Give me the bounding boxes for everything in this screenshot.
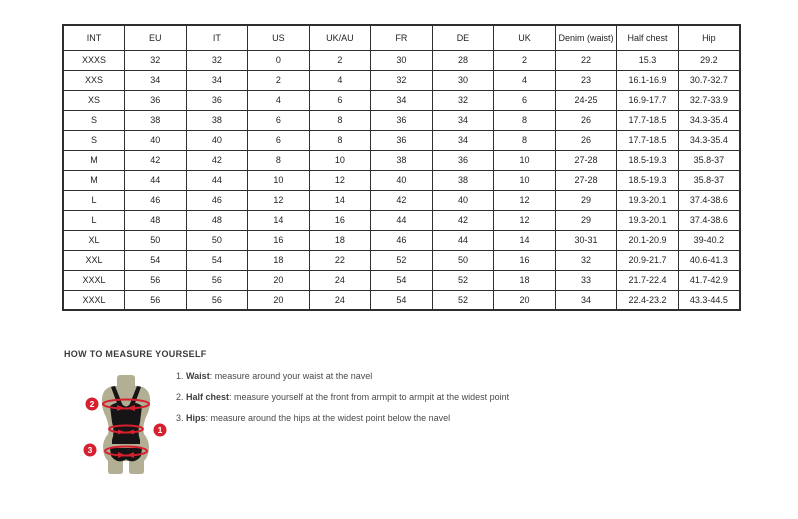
size-cell: 24 xyxy=(309,290,371,310)
size-cell: 56 xyxy=(186,270,248,290)
size-cell: 8 xyxy=(494,110,556,130)
size-cell: 40 xyxy=(432,190,494,210)
size-cell: 12 xyxy=(494,190,556,210)
size-cell: 4 xyxy=(248,90,310,110)
size-chart-table xyxy=(62,24,741,311)
size-cell: 44 xyxy=(186,170,248,190)
size-cell: M xyxy=(63,150,125,170)
size-cell: 29 xyxy=(555,190,617,210)
size-cell: 32 xyxy=(432,90,494,110)
size-cell: 22 xyxy=(555,50,617,70)
size-cell: 16 xyxy=(494,250,556,270)
size-cell: 22.4-23.2 xyxy=(617,290,679,310)
size-cell: 20 xyxy=(248,270,310,290)
size-cell: 36 xyxy=(371,130,433,150)
size-cell: 6 xyxy=(248,130,310,150)
size-cell: 36 xyxy=(432,150,494,170)
size-cell: 15.3 xyxy=(617,50,679,70)
size-row xyxy=(63,130,740,150)
size-cell: 37.4-38.6 xyxy=(678,190,740,210)
column-header: Denim (waist) xyxy=(555,25,617,50)
size-cell: 50 xyxy=(186,230,248,250)
size-cell: 18.5-19.3 xyxy=(617,170,679,190)
size-cell: 22 xyxy=(309,250,371,270)
size-cell: 36 xyxy=(186,90,248,110)
step-label: Waist xyxy=(186,371,210,381)
column-header: EU xyxy=(125,25,187,50)
size-cell: 4 xyxy=(494,70,556,90)
size-row xyxy=(63,250,740,270)
measure-step xyxy=(176,370,509,382)
size-cell: 44 xyxy=(371,210,433,230)
size-cell: 20 xyxy=(248,290,310,310)
size-cell: 20.1-20.9 xyxy=(617,230,679,250)
size-row xyxy=(63,90,740,110)
size-cell: 35.8-37 xyxy=(678,170,740,190)
measure-step xyxy=(176,391,509,403)
size-cell: 52 xyxy=(432,270,494,290)
size-cell: 16.9-17.7 xyxy=(617,90,679,110)
size-cell: 54 xyxy=(125,250,187,270)
measure-step xyxy=(176,412,509,424)
measurement-figure-illustration xyxy=(80,374,172,476)
size-cell: 17.7-18.5 xyxy=(617,110,679,130)
size-cell: 52 xyxy=(371,250,433,270)
size-cell: 14 xyxy=(309,190,371,210)
size-cell: 27-28 xyxy=(555,150,617,170)
size-cell: 8 xyxy=(309,130,371,150)
size-cell: 16 xyxy=(248,230,310,250)
size-cell: 50 xyxy=(125,230,187,250)
size-cell: 46 xyxy=(371,230,433,250)
size-cell: 36 xyxy=(371,110,433,130)
size-cell: 48 xyxy=(186,210,248,230)
measure-section-heading: HOW TO MEASURE YOURSELF xyxy=(64,349,207,359)
size-cell: 54 xyxy=(371,270,433,290)
size-cell: 4 xyxy=(309,70,371,90)
size-cell: 34.3-35.4 xyxy=(678,130,740,150)
size-cell: 29.2 xyxy=(678,50,740,70)
mannequin-left-leg xyxy=(108,461,123,474)
size-cell: 8 xyxy=(248,150,310,170)
size-row xyxy=(63,190,740,210)
size-cell: 34 xyxy=(432,130,494,150)
size-row xyxy=(63,210,740,230)
size-cell: 38 xyxy=(371,150,433,170)
size-cell: 17.7-18.5 xyxy=(617,130,679,150)
size-cell: 43.3-44.5 xyxy=(678,290,740,310)
size-cell: 0 xyxy=(248,50,310,70)
size-cell: 10 xyxy=(494,170,556,190)
step-number: 3. xyxy=(176,413,187,423)
size-cell: 28 xyxy=(432,50,494,70)
chest-badge-number: 2 xyxy=(89,399,95,409)
column-header: FR xyxy=(371,25,433,50)
size-cell: 40 xyxy=(371,170,433,190)
size-cell: 33 xyxy=(555,270,617,290)
column-header: Half chest xyxy=(617,25,679,50)
size-row xyxy=(63,170,740,190)
size-cell: 42 xyxy=(371,190,433,210)
size-cell: XXXL xyxy=(63,290,125,310)
step-number: 2. xyxy=(176,392,187,402)
waist-badge-number: 1 xyxy=(157,425,163,435)
size-cell: XXXS xyxy=(63,50,125,70)
size-cell: 6 xyxy=(248,110,310,130)
size-cell: 54 xyxy=(186,250,248,270)
size-cell: 56 xyxy=(125,270,187,290)
size-cell: 30 xyxy=(371,50,433,70)
step-label: Half chest xyxy=(186,392,230,402)
size-cell: 19.3-20.1 xyxy=(617,210,679,230)
size-cell: 24 xyxy=(309,270,371,290)
size-cell: 12 xyxy=(248,190,310,210)
size-cell: 20.9-21.7 xyxy=(617,250,679,270)
size-cell: 54 xyxy=(371,290,433,310)
size-cell: 6 xyxy=(494,90,556,110)
size-cell: 10 xyxy=(494,150,556,170)
size-row xyxy=(63,50,740,70)
size-cell: 34 xyxy=(432,110,494,130)
mannequin-figure-svg xyxy=(80,374,172,476)
size-cell: 32 xyxy=(555,250,617,270)
size-row xyxy=(63,150,740,170)
size-cell: 34 xyxy=(555,290,617,310)
size-cell: 34 xyxy=(371,90,433,110)
size-cell: 2 xyxy=(248,70,310,90)
size-cell: 32 xyxy=(125,50,187,70)
size-cell: 24-25 xyxy=(555,90,617,110)
size-row xyxy=(63,110,740,130)
size-cell: 32 xyxy=(186,50,248,70)
size-cell: 52 xyxy=(432,290,494,310)
size-cell: 44 xyxy=(125,170,187,190)
size-cell: 39-40.2 xyxy=(678,230,740,250)
size-cell: 6 xyxy=(309,90,371,110)
column-header: DE xyxy=(432,25,494,50)
size-cell: 34.3-35.4 xyxy=(678,110,740,130)
size-cell: 19.3-20.1 xyxy=(617,190,679,210)
size-cell: 41.7-42.9 xyxy=(678,270,740,290)
size-cell: 21.7-22.4 xyxy=(617,270,679,290)
size-cell: 37.4-38.6 xyxy=(678,210,740,230)
size-cell: 29 xyxy=(555,210,617,230)
hips-badge-number: 3 xyxy=(87,445,93,455)
column-header: UK xyxy=(494,25,556,50)
size-cell: 56 xyxy=(186,290,248,310)
size-cell: 18 xyxy=(248,250,310,270)
size-cell: 30 xyxy=(432,70,494,90)
size-chart-header-row xyxy=(63,25,740,50)
size-cell: 46 xyxy=(186,190,248,210)
size-cell: XL xyxy=(63,230,125,250)
size-cell: 18.5-19.3 xyxy=(617,150,679,170)
column-header: US xyxy=(248,25,310,50)
size-cell: 8 xyxy=(494,130,556,150)
size-cell: 14 xyxy=(248,210,310,230)
size-row xyxy=(63,290,740,310)
mannequin-neck xyxy=(117,375,135,386)
size-cell: S xyxy=(63,130,125,150)
size-cell: 30-31 xyxy=(555,230,617,250)
size-row xyxy=(63,70,740,90)
size-cell: 32 xyxy=(371,70,433,90)
size-cell: 12 xyxy=(494,210,556,230)
size-cell: 18 xyxy=(494,270,556,290)
size-cell: 42 xyxy=(125,150,187,170)
size-cell: 42 xyxy=(186,150,248,170)
size-cell: 10 xyxy=(309,150,371,170)
column-header: Hip xyxy=(678,25,740,50)
size-cell: 18 xyxy=(309,230,371,250)
size-cell: XXS xyxy=(63,70,125,90)
size-cell: 38 xyxy=(432,170,494,190)
size-cell: XXL xyxy=(63,250,125,270)
size-cell: 48 xyxy=(125,210,187,230)
size-cell: 12 xyxy=(309,170,371,190)
size-cell: 23 xyxy=(555,70,617,90)
size-cell: 38 xyxy=(186,110,248,130)
column-header: INT xyxy=(63,25,125,50)
size-cell: 38 xyxy=(125,110,187,130)
size-cell: 27-28 xyxy=(555,170,617,190)
size-cell: 40 xyxy=(125,130,187,150)
size-cell: M xyxy=(63,170,125,190)
measure-steps-list xyxy=(176,370,509,433)
size-cell: 40.6-41.3 xyxy=(678,250,740,270)
size-cell: L xyxy=(63,210,125,230)
size-cell: 14 xyxy=(494,230,556,250)
size-cell: XXXL xyxy=(63,270,125,290)
size-cell: 30.7-32.7 xyxy=(678,70,740,90)
size-cell: 34 xyxy=(186,70,248,90)
mannequin-right-leg xyxy=(129,461,144,474)
size-cell: 50 xyxy=(432,250,494,270)
size-cell: 16 xyxy=(309,210,371,230)
size-cell: 2 xyxy=(494,50,556,70)
size-row xyxy=(63,270,740,290)
size-cell: 44 xyxy=(432,230,494,250)
size-cell: 2 xyxy=(309,50,371,70)
size-cell: 42 xyxy=(432,210,494,230)
size-cell: L xyxy=(63,190,125,210)
step-number: 1. xyxy=(176,371,187,381)
size-cell: 56 xyxy=(125,290,187,310)
size-cell: XS xyxy=(63,90,125,110)
size-cell: 26 xyxy=(555,130,617,150)
step-text: : measure yourself at the front from armpit to armpit at the widest point xyxy=(229,392,510,402)
size-cell: 20 xyxy=(494,290,556,310)
size-cell: 8 xyxy=(309,110,371,130)
size-cell: S xyxy=(63,110,125,130)
column-header: UK/AU xyxy=(309,25,371,50)
size-cell: 26 xyxy=(555,110,617,130)
size-cell: 46 xyxy=(125,190,187,210)
size-cell: 35.8-37 xyxy=(678,150,740,170)
step-text: : measure around your waist at the navel xyxy=(209,371,373,381)
size-cell: 36 xyxy=(125,90,187,110)
size-cell: 34 xyxy=(125,70,187,90)
size-cell: 10 xyxy=(248,170,310,190)
size-row xyxy=(63,230,740,250)
size-cell: 16.1-16.9 xyxy=(617,70,679,90)
step-text: : measure around the hips at the widest point below the navel xyxy=(205,413,451,423)
column-header: IT xyxy=(186,25,248,50)
size-cell: 40 xyxy=(186,130,248,150)
step-label: Hips xyxy=(186,413,206,423)
size-cell: 32.7-33.9 xyxy=(678,90,740,110)
